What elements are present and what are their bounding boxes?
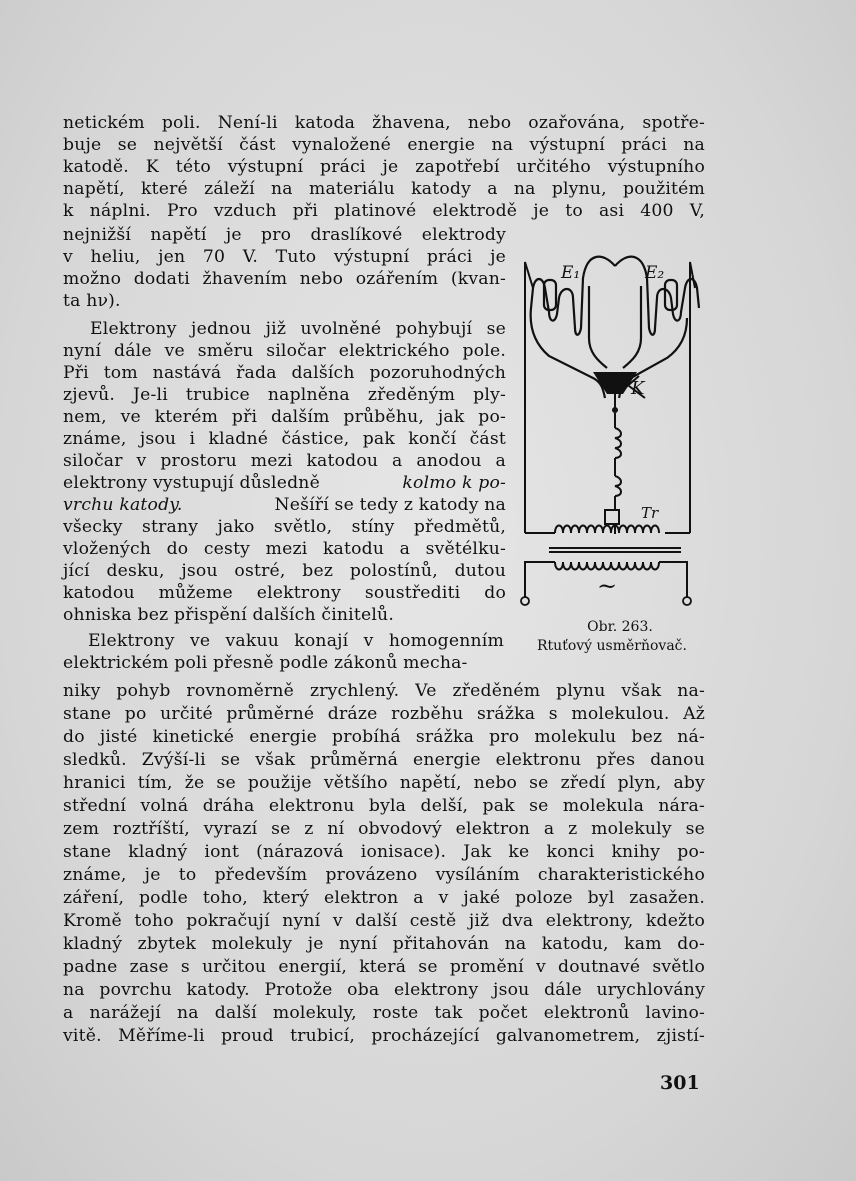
text-line: známe, jsou i kladné částice, pak končí část xyxy=(63,429,506,449)
text-line xyxy=(63,472,506,494)
text-line: záření, podle toho, který elektron a v jaké poloze byl zasažen. xyxy=(63,888,705,908)
text-line: ohniska bez přispění dalších činitelů. xyxy=(63,605,394,625)
figure-number: Obr. 263. xyxy=(587,619,653,635)
text-line: známe, je to především provázeno vysíláním charakteristického xyxy=(63,865,705,885)
label-tr: Tr xyxy=(641,504,659,522)
text-line: hranici tím, že se použije většího napětí, nebo se zředí plyn, aby xyxy=(63,773,705,793)
text-line: siločar v prostoru mezi katodou a anodou a xyxy=(63,451,506,471)
label-ac: ~ xyxy=(597,572,618,600)
text-line: nem, ve kterém při dalším průběhu, jak po- xyxy=(63,407,506,427)
italic-span: kolmo k po- xyxy=(402,473,506,493)
text-line xyxy=(63,494,506,516)
text-line: padne zase s určitou energií, která se promění v doutnavé světlo xyxy=(63,957,705,977)
text-line: vložených do cesty mezi katodu a světélku- xyxy=(63,539,506,559)
label-e2: E₂ xyxy=(645,263,665,283)
text-line: na povrchu katody. Protože oba elektrony jsou dále urychlovány xyxy=(63,980,705,1000)
text-line: sledků. Zvýší-li se však průměrná energie elektronu přes danou xyxy=(63,750,705,770)
text-line: zjevů. Je-li trubice naplněna zředěným ply- xyxy=(63,385,506,405)
text-line: katodě. K této výstupní práci je zapotřebí určitého výstupního xyxy=(63,157,705,177)
text-line: buje se největší část vynaložené energie na výstupní práci na xyxy=(63,135,705,155)
text-line: nyní dále ve směru siločar elektrického pole. xyxy=(63,341,506,361)
figure-caption: Rtuťový usměrňovač. xyxy=(537,638,687,654)
text-line: a narážejí na další molekuly, roste tak počet elektronů lavino- xyxy=(63,1003,705,1023)
page-number: 301 xyxy=(660,1072,700,1094)
text-line: stane po určité průměrné dráze rozběhu srážka s molekulou. Až xyxy=(63,704,705,724)
italic-span: vrchu katody. xyxy=(63,495,183,515)
text-line: vitě. Měříme-li proud trubicí, procházející galvanometrem, zjistí- xyxy=(63,1026,705,1046)
text-span: elektrony vystupují důsledně xyxy=(63,473,320,493)
text-span: Nešíří se tedy z katody na xyxy=(274,495,506,515)
text-line: niky pohyb rovnoměrně zrychlený. Ve zředěném plynu však na- xyxy=(63,681,705,701)
mercury-rectifier-figure xyxy=(515,248,700,613)
text-line: všecky strany jako světlo, stíny předmětů, xyxy=(63,517,506,537)
text-line: zem roztříští, vyrazí se z ní obvodový elektron a z molekuly se xyxy=(63,819,705,839)
text-line: netickém poli. Není-li katoda žhavena, nebo ozařována, spotře- xyxy=(63,113,705,133)
text-line: k náplni. Pro vzduch při platinové elektrodě je to asi 400 V, xyxy=(63,201,705,221)
paragraph-start: Elektrony ve vakuu konají v homogenním xyxy=(88,631,504,651)
text-line: nejnižší napětí je pro draslíkové elektrody xyxy=(63,225,506,245)
text-line: stane kladný iont (nárazová ionisace). Jak ke konci knihy po- xyxy=(63,842,705,862)
text-line: možno dodati žhavením nebo ozářením (kvan- xyxy=(63,269,506,289)
text-line: v heliu, jen 70 V. Tuto výstupní práci je xyxy=(63,247,506,267)
text-line: střední volná dráha elektronu byla delší, pak se molekula nára- xyxy=(63,796,705,816)
text-line: Kromě toho pokračují nyní v další cestě již dva elektrony, kdežto xyxy=(63,911,705,931)
text-line: kladný zbytek molekuly je nyní přitahován na katodu, kam do- xyxy=(63,934,705,954)
label-k: K xyxy=(631,378,645,399)
label-e1: E₁ xyxy=(561,263,581,283)
text-line: ta hν). xyxy=(63,291,121,311)
paragraph-start: Elektrony jednou již uvolněné pohybují se xyxy=(90,319,506,339)
text-line: napětí, které záleží na materiálu katody a na plynu, použitém xyxy=(63,179,705,199)
text-line: katodou můžeme elektrony soustřediti do xyxy=(63,583,506,603)
text-line: jící desku, jsou ostré, bez polostínů, dutou xyxy=(63,561,506,581)
text-line: Při tom nastává řada dalších pozoruhodných xyxy=(63,363,506,383)
text-line: elektrickém poli přesně podle zákonů mecha- xyxy=(63,653,468,673)
text-line: do jisté kinetické energie probíhá srážka pro molekulu bez ná- xyxy=(63,727,705,747)
